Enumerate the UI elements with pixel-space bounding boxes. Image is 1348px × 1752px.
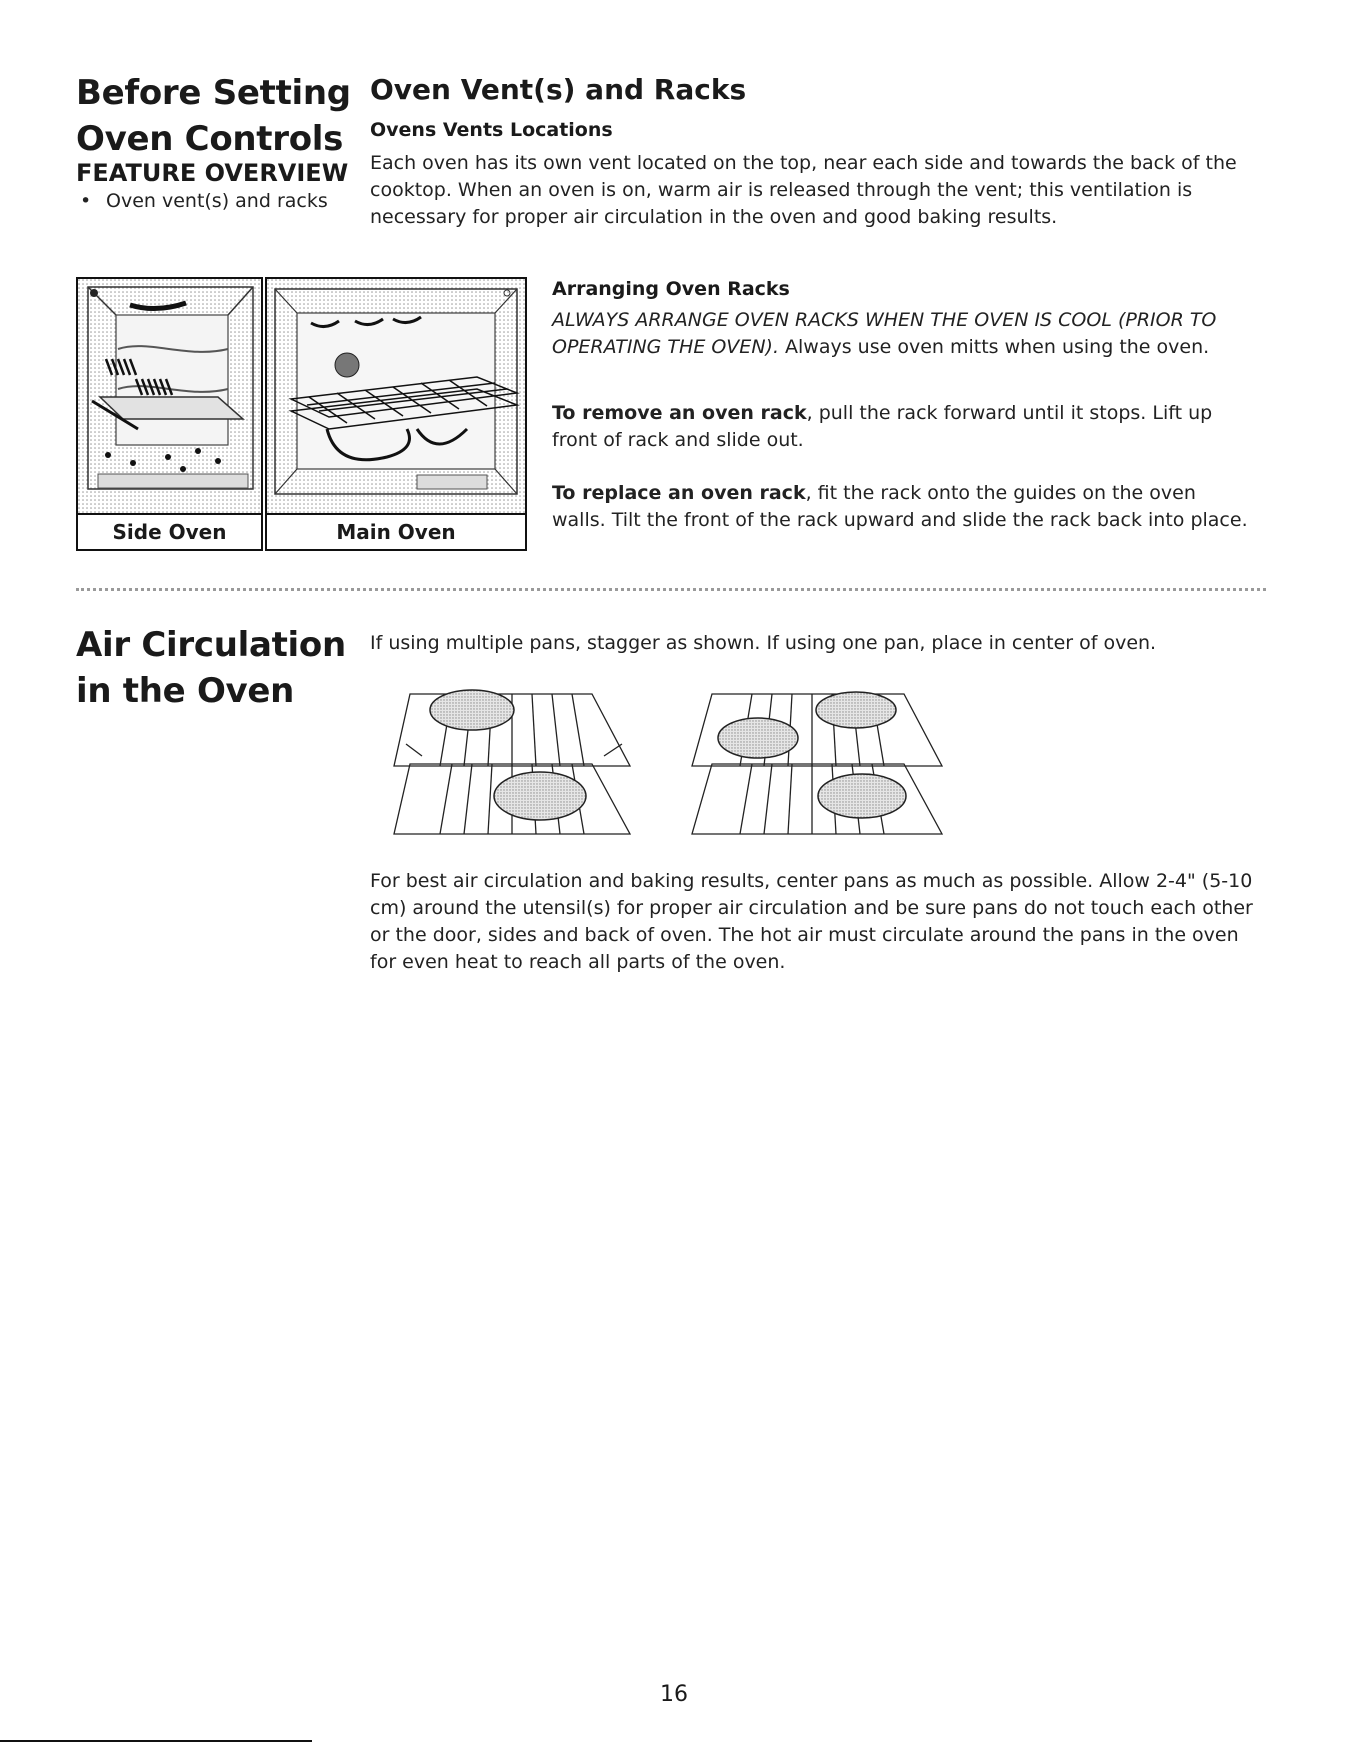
staggered-pans-illustration xyxy=(392,684,952,838)
main-oven-figure xyxy=(265,277,527,551)
feature-overview-heading: FEATURE OVERVIEW xyxy=(76,159,349,187)
racks-caution-italic: ALWAYS ARRANGE OVEN RACKS WHEN THE OVEN IS COOL (PRIOR TO OPERATING THE OVEN). xyxy=(552,309,1217,358)
air-title xyxy=(76,622,376,714)
side-oven-figure xyxy=(76,277,263,551)
side-oven-illustration xyxy=(78,279,261,515)
air-title-line2: in the Oven xyxy=(76,671,295,711)
pan-icon xyxy=(430,690,514,730)
section-title-line1: Before Setting xyxy=(76,73,351,113)
racks-heading: Arranging Oven Racks xyxy=(552,278,790,300)
pan-icon xyxy=(818,774,906,818)
bottom-rule xyxy=(0,1740,312,1742)
main-oven-caption: Main Oven xyxy=(267,513,525,549)
racks-replace-rest: , fit the rack onto the guides on the oven walls. Tilt the front of the rack upward and slide the rack back into place. xyxy=(552,482,1248,531)
racks-replace-bold: To replace an oven rack xyxy=(552,482,806,504)
page-number: 16 xyxy=(660,1682,688,1707)
pan-icon xyxy=(494,772,586,820)
racks-remove-bold: To remove an oven rack xyxy=(552,402,807,424)
bullet-dot: • xyxy=(80,190,92,212)
air-title-line1: Air Circulation xyxy=(76,625,346,665)
air-paragraph: For best air circulation and baking results, center pans as much as possible. Allow 2-4" (5-10 cm) around the utensil(s) for proper air circulation and be sure pans do not touch each other or the door, sides and back of oven. The hot air must circulate around the pans in the oven for even heat to reach all parts of the oven. xyxy=(370,870,1253,973)
pan-icon xyxy=(718,718,798,758)
racks-remove-rest: , pull the rack forward until it stops. Lift up front of rack and slide out. xyxy=(552,402,1213,451)
bullet-text: Oven vent(s) and racks xyxy=(106,190,328,212)
section-divider xyxy=(76,588,1266,591)
vents-heading: Oven Vent(s) and Racks xyxy=(370,73,747,106)
air-intro: If using multiple pans, stagger as shown. If using one pan, place in center of oven. xyxy=(370,632,1157,654)
section-title-line2: Oven Controls xyxy=(76,119,344,159)
side-oven-caption: Side Oven xyxy=(78,513,261,549)
pan-icon xyxy=(816,692,896,728)
section-title xyxy=(76,70,356,162)
main-oven-illustration xyxy=(267,279,525,515)
racks-replace xyxy=(552,480,1252,534)
racks-caution xyxy=(552,307,1252,361)
racks-caution-rest: Always use oven mitts when using the oven. xyxy=(778,336,1210,358)
vents-paragraph: Each oven has its own vent located on the top, near each side and towards the back of the cooktop. When an oven is on, warm air is released through the vent; this ventilation is necessary for proper air circulation in the oven and good baking results. xyxy=(370,152,1237,228)
feature-bullet-item xyxy=(80,188,360,215)
vents-subheading: Ovens Vents Locations xyxy=(370,119,613,141)
racks-remove xyxy=(552,400,1232,454)
